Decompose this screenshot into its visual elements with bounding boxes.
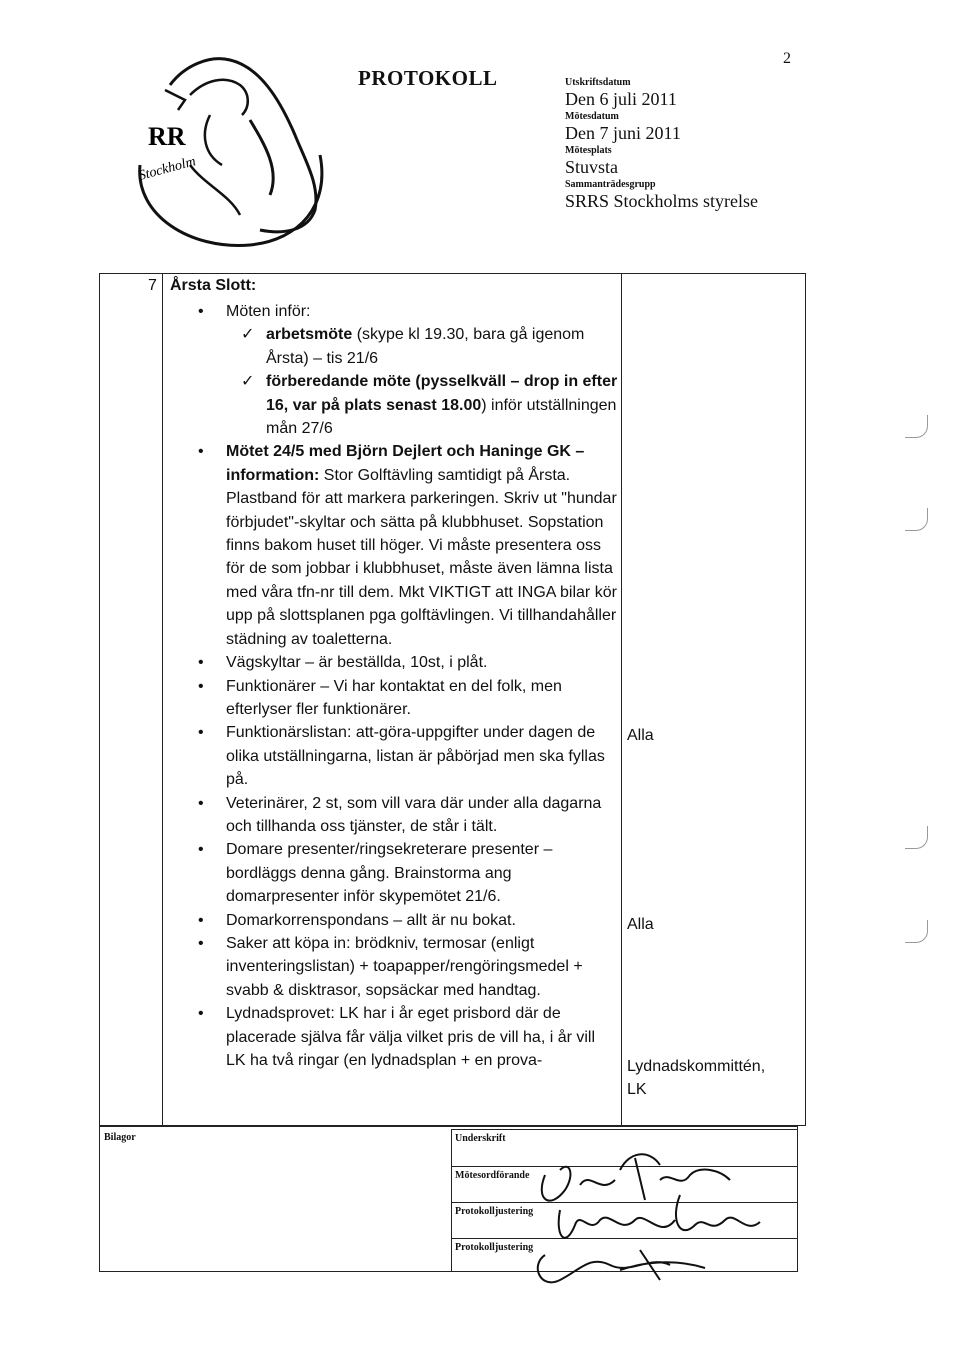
list-item: • Saker att köpa in: brödkniv, termosar (enligt inventeringslistan) + toapapper/rengöringsmedel + svabb & disktrasor, sopsäckar med handtag.: [166, 932, 618, 1002]
list-item: • Lydnadsprovet: LK har i år eget prisbord där de placerade själva får välja vilket pris de vill ha, i år vill LK ha två ringar (en lydnadsplan + en prova-: [166, 1002, 618, 1072]
item-number: 7: [148, 277, 157, 294]
meeting-place-value: Stuvsta: [565, 157, 619, 177]
checkmark-icon: ✓: [241, 373, 255, 391]
document-title: PROTOKOLL: [358, 66, 498, 90]
signature-row: Mötesordförande: [451, 1167, 798, 1203]
meeting-place-label: Mötesplats: [565, 145, 612, 156]
meeting-date-value: Den 7 juni 2011: [565, 123, 681, 143]
signature-row: Protokolljustering: [455, 1242, 534, 1253]
handwritten-signatures: [520, 1140, 780, 1300]
attachments-label: Bilagor: [104, 1132, 136, 1143]
list-item: • Domare presenter/ringsekreterare presenter – bordläggs denna gång. Brainstorma ang domarpresenter inför skypemötet 21/6.: [166, 838, 618, 908]
logo-city: Stockholm: [137, 154, 198, 184]
punch-hole-mark: [905, 415, 928, 438]
column-divider: [621, 274, 622, 1125]
list-item: • Funktionärslistan: att-göra-uppgifter under dagen de olika utställningarna, listan är påbörjad men ska fyllas på.: [166, 721, 618, 791]
signature-row: Protokolljustering: [451, 1203, 798, 1239]
column-divider: [162, 274, 163, 1125]
meeting-metadata: [565, 76, 825, 212]
signature-row: Underskrift: [451, 1129, 798, 1167]
list-item: • Veterinärer, 2 st, som vill vara där under alla dagarna och tillhanda oss tjänster, de står i tält.: [166, 792, 618, 839]
group-label: Sammanträdesgrupp: [565, 179, 656, 190]
print-date-value: Den 6 juli 2011: [565, 89, 677, 109]
assignee: Alla: [627, 916, 654, 933]
item-content: [166, 300, 618, 1072]
list-item: • Mötet 24/5 med Björn Dejlert och Haninge GK – information: Stor Golftävling samtidigt på Årsta. Plastband för att markera parkeringen. Skriv ut "hundar förbjudet"-skyltar och sätta på klubbhuset. Sopstation finns bakom huset till höger. Vi måste presentera oss för de som jobbar i klubbhuset, måste även lämna lista med våra tfn-nr till dem. Mkt VIKTIGT att INGA bilar kör upp på slottsplanen pga golftävlingen. Vi tillhandahåller städning av toaletterna.: [166, 440, 618, 651]
club-logo: [130, 45, 345, 260]
checklist-item: ✓ förberedande möte (pysselkväll – drop in efter 16, var på plats senast 18.00) inför utställningen mån 27/6: [166, 370, 618, 440]
meeting-date-label: Mötesdatum: [565, 111, 619, 122]
list-item: • Domarkorrenspondans – allt är nu bokat.: [166, 909, 618, 932]
list-item: • Vägskyltar – är beställda, 10st, i plåt.: [166, 651, 618, 674]
punch-hole-mark: [905, 920, 928, 943]
group-value: SRRS Stockholms styrelse: [565, 191, 759, 211]
punch-hole-mark: [905, 826, 928, 849]
list-item: • Funktionärer – Vi har kontaktat en del folk, men efterlyser fler funktionärer.: [166, 675, 618, 722]
checklist-item: ✓ arbetsmöte (skype kl 19.30, bara gå igenom Årsta) – tis 21/6: [166, 323, 618, 370]
assignee: Alla: [627, 727, 654, 744]
punch-hole-mark: [905, 508, 928, 531]
logo-letters: RR: [148, 122, 186, 151]
print-date-label: Utskriftsdatum: [565, 77, 631, 88]
section-title: Årsta Slott:: [170, 277, 257, 294]
list-item: • Möten inför:: [166, 300, 618, 323]
checkmark-icon: ✓: [241, 326, 255, 344]
assignee: Lydnadskommittén, LK: [627, 1058, 766, 1098]
page-number: 2: [783, 50, 791, 67]
